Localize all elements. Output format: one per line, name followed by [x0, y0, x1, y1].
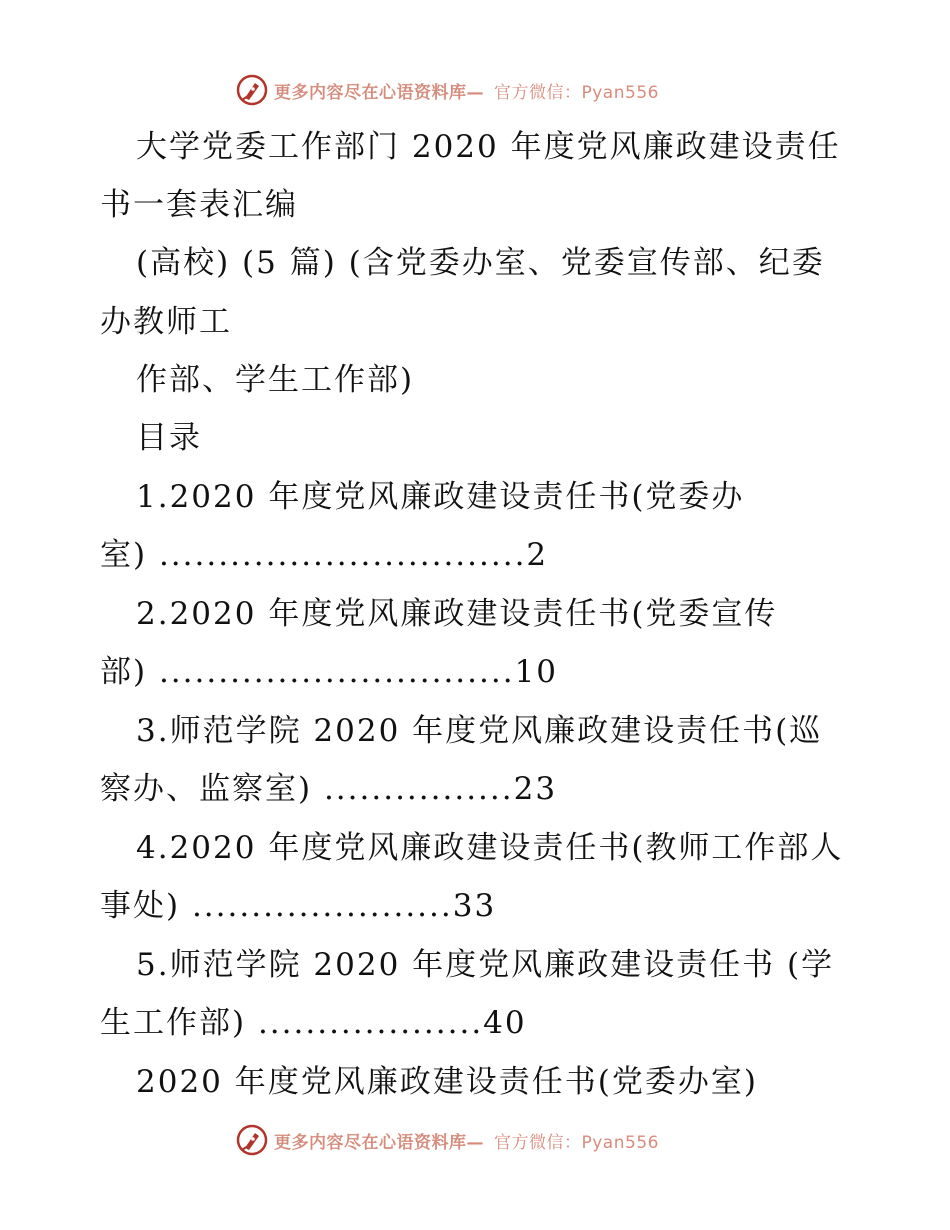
title-line-2: 书一套表汇编 — [100, 187, 298, 223]
toc-entry-4-page[interactable]: 事处) ......................33 — [100, 888, 497, 924]
subtitle-line-2: 办教师工 — [100, 304, 232, 340]
toc-entry-1[interactable]: 1.2020 年度党风廉政建设责任书(党委办 — [136, 479, 745, 515]
footer-watermark — [236, 1123, 659, 1157]
toc-entry-1-page[interactable]: 室) ...............................2 — [100, 537, 549, 573]
toc-entry-2[interactable]: 2.2020 年度党风廉政建设责任书(党委宣传 — [136, 596, 778, 632]
watermark-text: 更多内容尽在心语资料库— — [274, 1132, 484, 1153]
watermark-text: 更多内容尽在心语资料库— — [274, 82, 484, 103]
subtitle-line-1: (高校) (5 篇) (含党委办室、党委宣传部、纪委 — [136, 245, 825, 281]
subtitle-line-3: 作部、学生工作部) — [136, 362, 415, 398]
toc-entry-2-page[interactable]: 部) ..............................10 — [100, 654, 559, 690]
header-watermark — [236, 73, 659, 107]
toc-entry-4[interactable]: 4.2020 年度党风廉政建设责任书(教师工作部人 — [136, 830, 844, 866]
toc-entry-3[interactable]: 3.师范学院 2020 年度党风廉政建设责任书(巡 — [136, 713, 823, 749]
watermark-contact: 官方微信：Pyan556 — [494, 1132, 659, 1153]
toc-entry-5-page[interactable]: 生工作部) ...................40 — [100, 1005, 527, 1041]
title-line-1: 大学党委工作部门 2020 年度党风廉政建设责任 — [136, 129, 841, 165]
toc-entry-3-page[interactable]: 察办、监察室) ................23 — [100, 771, 558, 807]
toc-heading: 目录 — [136, 420, 202, 456]
pen-nib-logo-icon — [236, 74, 268, 106]
toc-entry-5[interactable]: 5.师范学院 2020 年度党风廉政建设责任书 (学 — [136, 947, 835, 983]
pen-nib-logo-icon — [236, 1124, 268, 1156]
watermark-contact: 官方微信：Pyan556 — [494, 82, 659, 103]
section-heading: 2020 年度党风廉政建设责任书(党委办室) — [136, 1064, 758, 1100]
